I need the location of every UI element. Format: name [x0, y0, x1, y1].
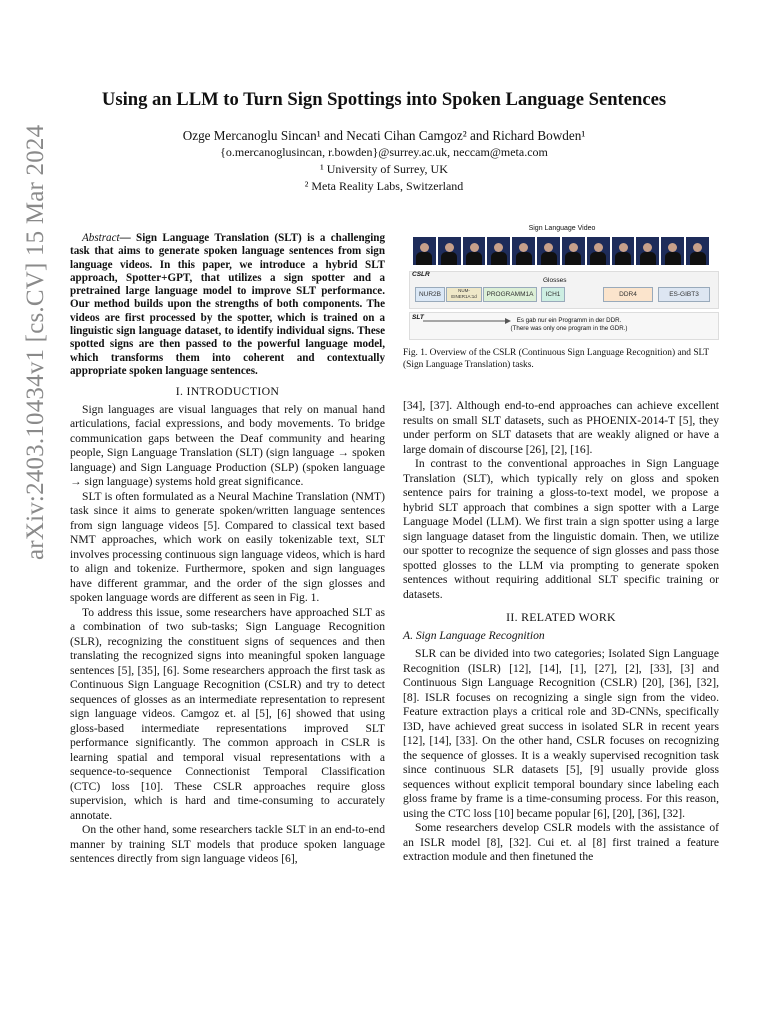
gloss-box-5: DDR4 — [603, 287, 653, 302]
section-heading-related-work: II. RELATED WORK — [506, 610, 616, 624]
author-block — [0, 127, 768, 195]
video-frame — [438, 237, 461, 265]
gloss-box-1: NUR2B — [415, 287, 445, 302]
slt-sentence-english: (There was only one program in the GDR.) — [510, 325, 628, 332]
video-frame — [612, 237, 635, 265]
video-frame — [661, 237, 684, 265]
video-frame — [537, 237, 560, 265]
figure-1-caption: Fig. 1. Overview of the CSLR (Continuous Sign Language Recognition) and SLT (Sign Language Translation) tasks. — [403, 348, 709, 370]
abstract-label: Abstract — [82, 232, 120, 244]
left-column — [70, 232, 385, 867]
affiliation-2: ² Meta Reality Labs, Switzerland — [304, 179, 464, 193]
related-paragraph-1: SLR can be divided into two categories; Isolated Sign Language Recognition (ISLR) [12], [14], [1], [27], [2], [33], [3] and Continuous Sign Language Recognition (CSLR) [20], [36], [32], [8]. ISLR focuses on recognizing a single sign from the video. Feature extraction plays a critical role and 3D-CNNs, specifically I3D, have achieved great success in isolated SLR in recent years [12], [14], [33]. On the other hand, CSLR focuses on recognizing the sequence of glosses. It is a weakly supervised recognition task since continuous SLR datasets [5], [9] usually provide gloss sequences without explicit temporal boundary since labeling each gloss frame by frame is a time-consuming process. For this reason, using the CTC loss [10] became popular [6], [20], [36], [32]. — [403, 647, 719, 820]
cslr-label: CSLR — [412, 271, 430, 278]
gloss-box-2: NUM-EINER1A:1d — [446, 287, 482, 302]
abstract — [70, 232, 385, 378]
gloss-box-4: ICH1 — [541, 287, 565, 302]
intro-paragraph-3: To address this issue, some researchers have approached SLT as a combination of two sub-tasks; Sign Language Recognition (SLR), recognizing the constituent signs of sequences and then translating the recognized signs into meaningful spoken language sentences [5], [35], [6]. Some researchers approach the first task as Continuous Sign Language Recognition (CSLR) and try to detect sequences of glosses as an intermediate representation to represent sign language videos. Camgoz et. al [5], [6] showed that using gloss-based intermediate representations improved SLT performance significantly. The common approach in CSLR is learning spatial and temporal visual representations with a sequence-to-sequence Connectionist Temporal Classification (CTC) loss [10]. These CSLR approaches require gloss supervision, which is hard and time-consuming to accurately annotate. — [70, 605, 385, 822]
video-frame — [487, 237, 510, 265]
video-frame — [463, 237, 486, 265]
intro-paragraph-1: Sign languages are visual languages that rely on manual hand articulations, facial expressions, and body movements. To bridge communication gaps between the Deaf community and hearing people, Sign Language Translation (SLT) (sign language → spoken language) and Sign Language Production (SLP) (spoken language → sign language) systems hold great significance. — [70, 402, 385, 489]
gloss-box-3: PROGRAMM1A — [483, 287, 537, 302]
glosses-label: Glosses — [543, 277, 567, 284]
subsection-heading-slr: A. Sign Language Recognition — [403, 628, 545, 642]
video-frame — [512, 237, 535, 265]
abstract-text: — Sign Language Translation (SLT) is a challenging task that aims to generate spoken language sentences from sign language videos. In this paper, we introduce a hybrid SLT approach, Spotter+GPT, that utilizes a sign spotter and a pretrained large language model to improve SLT performance. Our method builds upon the strengths of both components. The videos are first processed by the spotter, which is trained on a linguistic sign language dataset, to identify individual signs. These spotted signs are then passed to the powerful language model, which transforms them into coherent and contextually appropriate spoken language sentences. — [70, 232, 385, 377]
intro-paragraph-4: On the other hand, some researchers tackle SLT in an end-to-end manner by training SLT models that produce spoken language sentences directly from sign language videos [6], — [70, 823, 385, 866]
author-names: Ozge Mercanoglu Sincan¹ and Necati Cihan Camgoz² and Richard Bowden¹ — [182, 128, 586, 143]
figure-1 — [403, 225, 721, 342]
video-frame — [636, 237, 659, 265]
paper-title: Using an LLM to Turn Sign Spottings into Spoken Language Sentences — [101, 89, 667, 110]
section-heading-introduction: I. INTRODUCTION — [175, 384, 280, 399]
slt-label: SLT — [412, 314, 424, 321]
arxiv-sidebar: arXiv:2403.10434v1 [cs.CV] 15 Mar 2024 — [22, 124, 49, 560]
video-frame — [686, 237, 709, 265]
slt-sentence — [499, 317, 639, 333]
related-paragraph-2: Some researchers develop CSLR models with the assistance of an ISLR model [8], [32]. Cui et. al [8] first trained a feature extraction module and then finetuned the — [403, 821, 719, 863]
video-frame — [562, 237, 585, 265]
intro-paragraph-5: In contrast to the conventional approaches in Sign Language Translation (SLT), which typically rely on gloss and spoken sentence pairs for training a gloss-to-text model, we propose a hybrid SLT approach that combines a sign spotter with a Large Language Model (LLM). We first train a sign spotter using a large sign language dataset from the linguistic domain. Then, we utilize our spotter to recognize the sequence of sign glosses and pass those spotted glosses to the LLM via prompting to generate spoken sentences without requiring additional SLT specific training or datasets. — [403, 457, 719, 601]
intro-paragraph-2: SLT is often formulated as a Neural Machine Translation (NMT) task since it aims to generate spoken/written language sentences from sign language videos [5]. Compared to classical text based NMT approaches, which work on easily tokenizable text, SLT involves processing continuous sign language videos, which is hard to align and tokenize. Furthermore, spoken and sign languages have different grammar, and the order of the sign glosses and spoken language words are different as seen in Fig. 1. — [70, 489, 385, 605]
affiliation-1: ¹ University of Surrey, UK — [320, 162, 448, 176]
figure-video-label: Sign Language Video — [528, 225, 596, 232]
sign-video-frames — [413, 237, 709, 265]
gloss-box-6: ES-GIBT3 — [658, 287, 710, 302]
slt-sentence-german: Es gab nur ein Programm in der DDR. — [516, 317, 622, 324]
intro-paragraph-4-continued: [34], [37]. Although end-to-end approaches can achieve excellent results on small SLT datasets, such as PHOENIX-2014-T [5], they under perform on SLT datasets that are weakly aligned or have a large domain of discourse [26], [2], [16]. — [403, 399, 719, 456]
video-frame — [413, 237, 436, 265]
video-frame — [587, 237, 610, 265]
author-emails: {o.mercanoglusincan, r.bowden}@surrey.ac.uk, neccam@meta.com — [220, 145, 548, 159]
right-column — [403, 399, 719, 865]
